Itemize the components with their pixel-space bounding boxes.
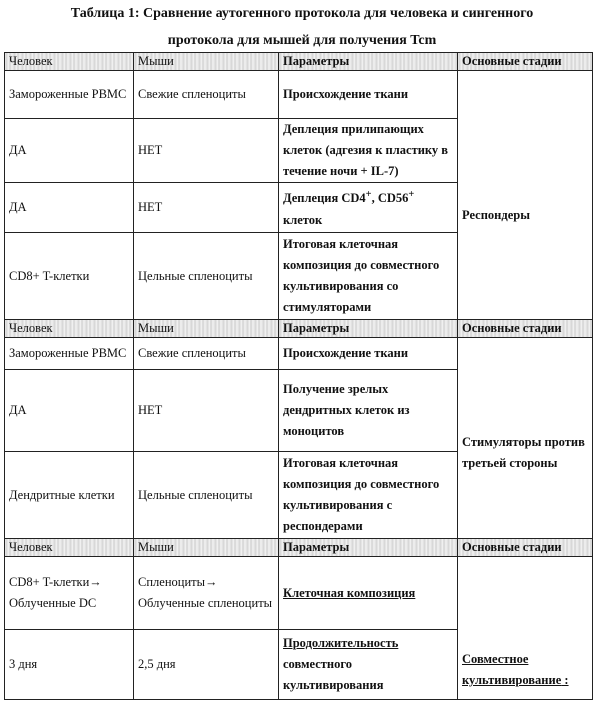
- header-row: [5, 53, 593, 71]
- table-row: [5, 338, 593, 370]
- param-cell: Деплеция прилипающих клеток (адгезия к пластику в течение ночи + IL-7): [279, 119, 458, 183]
- human-cell: 3 дня: [5, 630, 134, 700]
- mice-cell: 2,5 дня: [134, 630, 279, 700]
- mice-cell: НЕТ: [134, 370, 279, 452]
- mice-cell: НЕТ: [134, 183, 279, 233]
- param-text: совместного культивирования: [283, 657, 383, 692]
- header-human: Человек: [5, 539, 134, 557]
- mice-cell: Свежие спленоциты: [134, 71, 279, 119]
- header-mice: Мыши: [134, 539, 279, 557]
- header-human: Человек: [5, 53, 134, 71]
- param-cell: Происхождение ткани: [279, 71, 458, 119]
- header-params: Параметры: [279, 53, 458, 71]
- table-row: [5, 71, 593, 119]
- param-cell: [279, 183, 458, 233]
- param-text: Продолжительность: [283, 636, 398, 650]
- header-mice: Мыши: [134, 320, 279, 338]
- header-row: [5, 539, 593, 557]
- header-row: [5, 320, 593, 338]
- param-text: Клеточная композиция: [283, 586, 415, 600]
- human-cell: ДА: [5, 119, 134, 183]
- table-title-line2: протокола для мышей для получения Tcm: [0, 33, 604, 49]
- stage-text: Совместное культивирование: [462, 652, 561, 687]
- param-cell: [279, 630, 458, 700]
- header-human: Человек: [5, 320, 134, 338]
- param-cell: Итоговая клеточная композиция до совместного культивирования со стимуляторами: [279, 233, 458, 320]
- table-row: [5, 557, 593, 630]
- param-cell: Итоговая клеточная композиция до совместного культивирования с респондерами: [279, 452, 458, 539]
- stage-cell: Стимуляторы против третьей стороны: [458, 338, 593, 539]
- mice-cell: Свежие спленоциты: [134, 338, 279, 370]
- param-text: Деплеция CD4: [283, 192, 366, 206]
- mice-cell: Цельные спленоциты: [134, 233, 279, 320]
- stage-suffix: :: [561, 673, 568, 687]
- param-text: , CD56: [372, 192, 409, 206]
- param-cell: [279, 557, 458, 630]
- stage-cell: [458, 557, 593, 700]
- human-cell: CD8+ T-клетки: [5, 233, 134, 320]
- superscript: +: [408, 189, 414, 200]
- stage-cell: Респондеры: [458, 71, 593, 320]
- human-cell: Дендритные клетки: [5, 452, 134, 539]
- param-cell: Происхождение ткани: [279, 338, 458, 370]
- header-mice: Мыши: [134, 53, 279, 71]
- mice-cell: НЕТ: [134, 119, 279, 183]
- header-stages: Основные стадии: [458, 320, 593, 338]
- human-cell: CD8+ T-клетки→ Облученные DC: [5, 557, 134, 630]
- mice-cell: Цельные спленоциты: [134, 452, 279, 539]
- header-params: Параметры: [279, 320, 458, 338]
- header-stages: Основные стадии: [458, 53, 593, 71]
- superscript: +: [366, 189, 372, 200]
- human-cell: Замороженные PBMC: [5, 71, 134, 119]
- param-text: клеток: [283, 213, 322, 227]
- param-cell: Получение зрелых дендритных клеток из моноцитов: [279, 370, 458, 452]
- header-params: Параметры: [279, 539, 458, 557]
- human-cell: ДА: [5, 370, 134, 452]
- mice-cell: Спленоциты→ Облученные спленоциты: [134, 557, 279, 630]
- comparison-table: [4, 52, 593, 700]
- header-stages: Основные стадии: [458, 539, 593, 557]
- human-cell: Замороженные PBMC: [5, 338, 134, 370]
- human-cell: ДА: [5, 183, 134, 233]
- table-title-line1: Таблица 1: Сравнение аутогенного протокола для человека и сингенного: [0, 6, 604, 22]
